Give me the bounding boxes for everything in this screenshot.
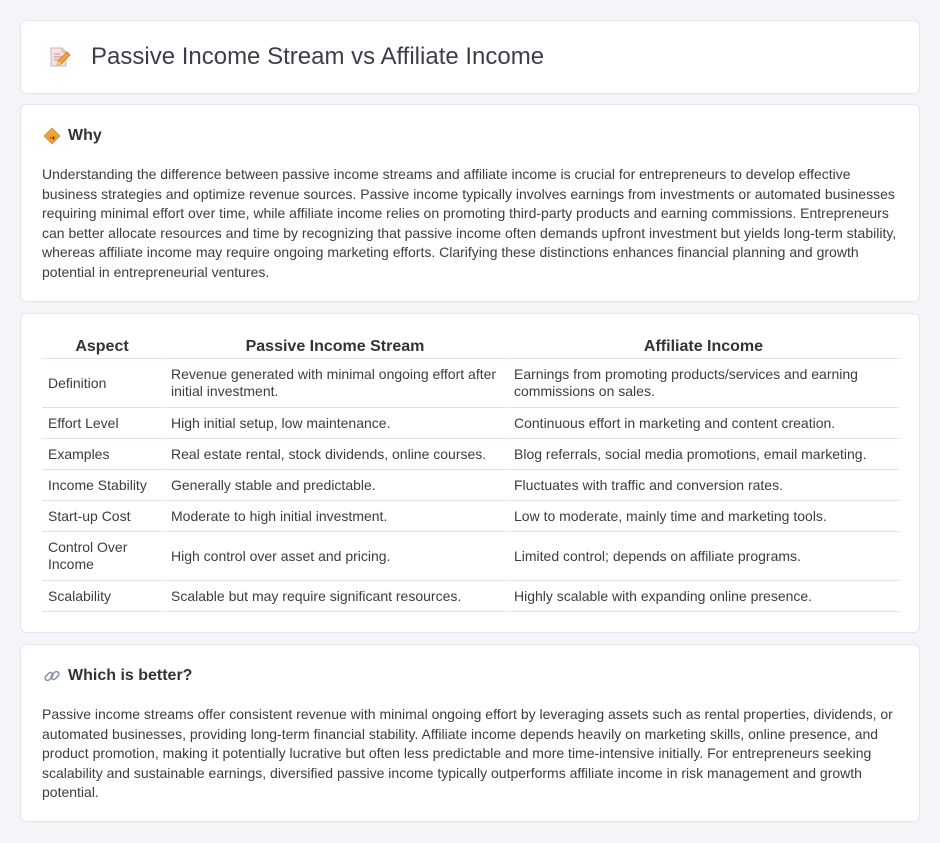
why-heading [43, 127, 102, 145]
cell-aspect: Examples [42, 439, 162, 470]
cell-affiliate: Limited control; depends on affiliate programs. [505, 532, 899, 581]
cell-affiliate: Blog referrals, social media promotions, email marketing. [505, 439, 899, 470]
cell-aspect: Effort Level [42, 408, 162, 439]
cell-passive: High initial setup, low maintenance. [162, 408, 505, 439]
link-icon [43, 667, 61, 685]
why-body: Understanding the difference between passive income streams and affiliate income is crucial for entrepreneurs to develop effective business strategies and optimize revenue sources. Passive income typically involves earnings from investments or automated businesses requiring minimal effort over time, while affiliate income relies on promoting third-party products and earning commissions. Entrepreneurs can better allocate resources and time by recognizing that passive income often demands upfront investment but yields long-term stability, whereas affiliate income may require ongoing marketing efforts. Clarifying these distinctions enhances financial planning and growth potential in entrepreneurial ventures. [42, 166, 897, 280]
table-row [42, 359, 899, 408]
cell-aspect: Scalability [42, 581, 162, 612]
pencil-paper-icon [47, 45, 71, 69]
table-row [42, 581, 899, 612]
comparison-section [20, 313, 920, 633]
header-passive-income: Passive Income Stream [162, 335, 505, 359]
cell-aspect: Income Stability [42, 470, 162, 501]
table-row [42, 470, 899, 501]
table-row [42, 408, 899, 439]
why-title: Why [68, 127, 102, 144]
diamond-sign-icon [43, 127, 61, 145]
cell-passive: Generally stable and predictable. [162, 470, 505, 501]
better-body: Passive income streams offer consistent revenue with minimal ongoing effort by leveraging assets such as rental properties, dividends, or automated businesses, providing long-term financial stability. Affiliate income depends heavily on marketing skills, online presence, and product promotion, making it potentially lucrative but often less predictable and more time-intensive initially. For entrepreneurs seeking scalability and sustainable earnings, diversified passive income typically outperforms affiliate income in risk management and growth potential. [42, 706, 893, 801]
header-aspect: Aspect [42, 335, 162, 359]
page-header [47, 43, 544, 71]
cell-passive: Real estate rental, stock dividends, online courses. [162, 439, 505, 470]
table-row [42, 439, 899, 470]
table-header-row [42, 335, 899, 359]
which-is-better-section [20, 644, 920, 822]
table-row [42, 501, 899, 532]
cell-aspect: Definition [42, 359, 162, 408]
cell-passive: Scalable but may require significant resources. [162, 581, 505, 612]
page-title: Passive Income Stream vs Affiliate Income [91, 43, 545, 70]
cell-affiliate: Low to moderate, mainly time and marketing tools. [505, 501, 899, 532]
cell-affiliate: Continuous effort in marketing and content creation. [505, 408, 899, 439]
cell-affiliate: Earnings from promoting products/services and earning commissions on sales. [505, 359, 899, 408]
better-heading [43, 667, 192, 685]
why-section [20, 104, 920, 302]
cell-passive: Revenue generated with minimal ongoing effort after initial investment. [162, 359, 505, 408]
better-title: Which is better? [68, 667, 193, 684]
cell-affiliate: Highly scalable with expanding online presence. [505, 581, 899, 612]
cell-passive: Moderate to high initial investment. [162, 501, 505, 532]
header-affiliate-income: Affiliate Income [505, 335, 899, 359]
cell-affiliate: Fluctuates with traffic and conversion rates. [505, 470, 899, 501]
cell-passive: High control over asset and pricing. [162, 532, 505, 581]
table-row [42, 532, 899, 581]
header-card [20, 20, 920, 94]
cell-aspect: Control Over Income [42, 532, 162, 581]
comparison-table [42, 335, 899, 612]
cell-aspect: Start-up Cost [42, 501, 162, 532]
